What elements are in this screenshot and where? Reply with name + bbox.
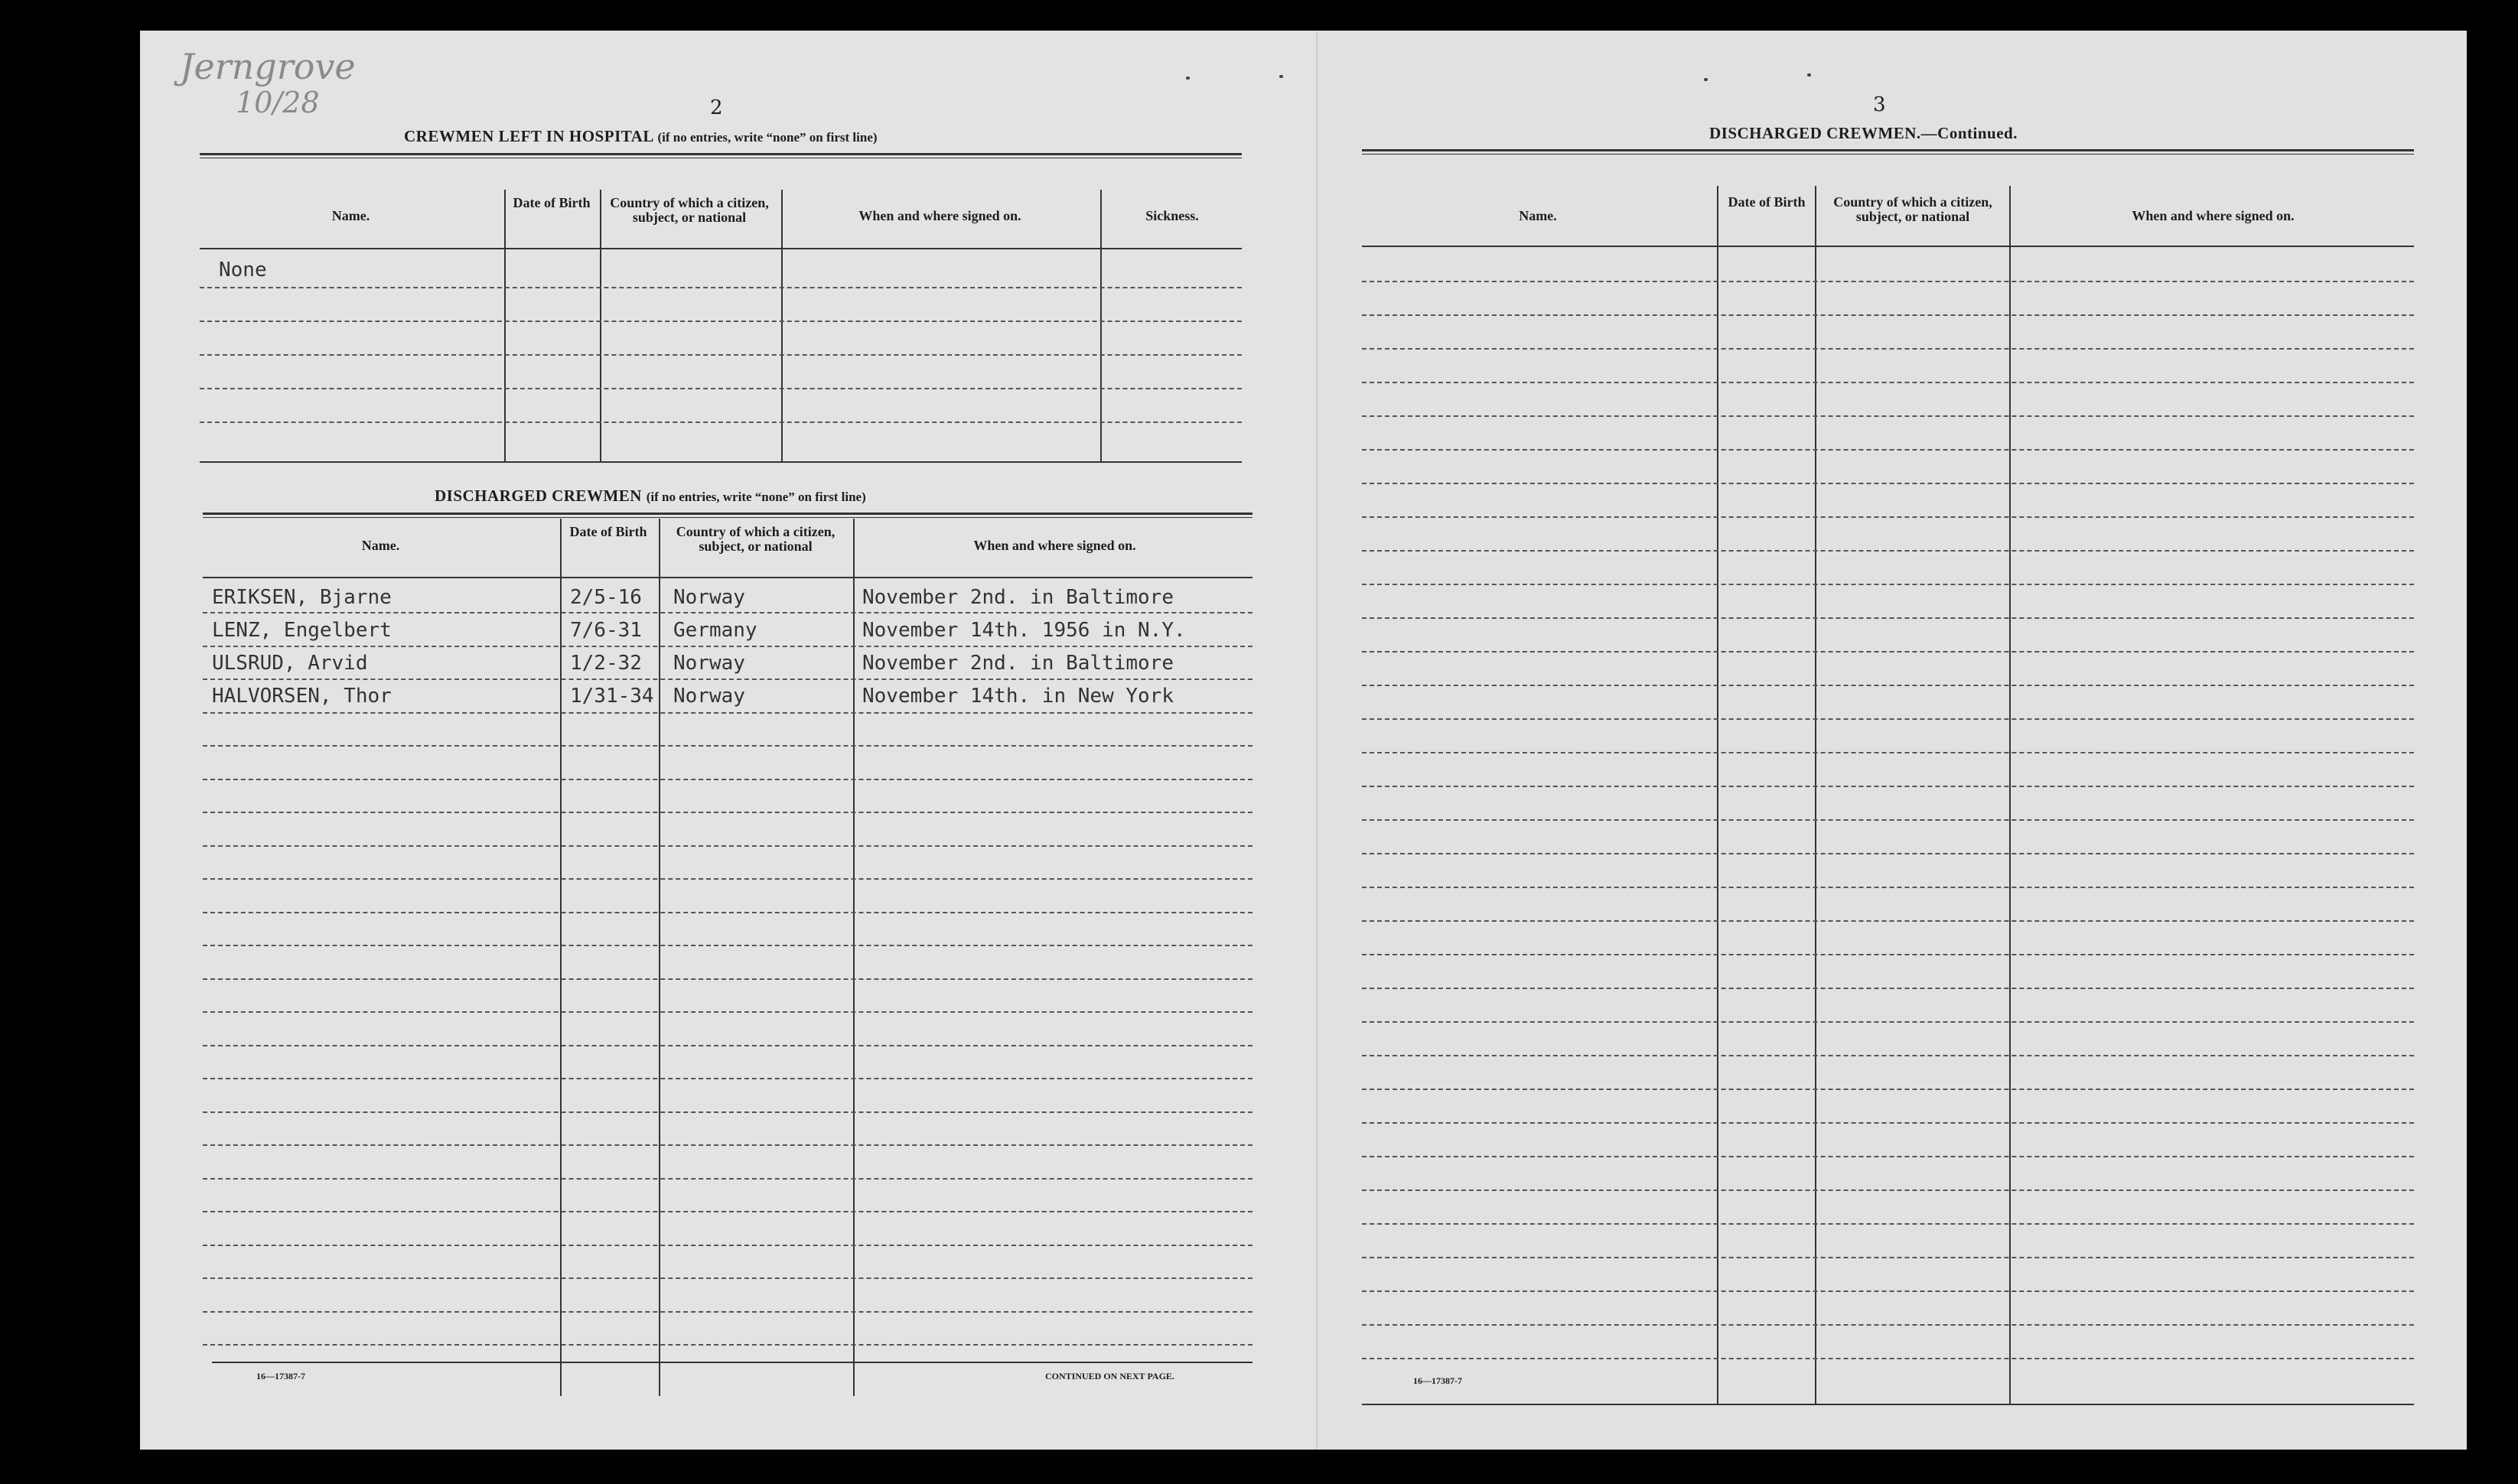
crew-name: ERIKSEN, Bjarne [212, 586, 392, 609]
form-row-line [203, 745, 1252, 747]
form-row-line [203, 1245, 1252, 1246]
form-row-line [203, 679, 1252, 680]
form-row-line [1362, 651, 2414, 653]
form-row-line [1362, 449, 2414, 451]
form-number-left: 16—17387-7 [256, 1371, 305, 1381]
crew-signed-on: November 14th. 1956 in N.Y. [862, 619, 1186, 642]
discharged-col-country: Country of which a citizen, subject, or national [676, 524, 836, 554]
continued-col-name: Name. [1519, 208, 1557, 223]
discharged-divider-2 [659, 519, 660, 1396]
continued-note: CONTINUED ON NEXT PAGE. [1045, 1371, 1174, 1381]
form-row-line [1362, 1122, 2414, 1124]
form-row-line [1362, 988, 2414, 989]
crew-country: Norway [673, 652, 745, 675]
left-page [140, 31, 1332, 1450]
form-row-line [1362, 516, 2414, 518]
crew-signed-on: November 2nd. in Baltimore [862, 652, 1174, 675]
form-row-line [1362, 685, 2414, 686]
continued-col-dob: Date of Birth [1728, 194, 1806, 210]
hospital-title-note: (if no entries, write “none” on first line) [657, 130, 878, 145]
discharged-divider-3 [853, 519, 855, 1396]
form-row-line [203, 1144, 1252, 1146]
form-row-line [203, 1178, 1252, 1180]
form-row-line [1362, 1189, 2414, 1191]
crew-name: ULSRUD, Arvid [212, 652, 368, 675]
discharged-table [203, 513, 1252, 1396]
continued-bottom-rule [1362, 1404, 2414, 1405]
hospital-title-text: CREWMEN LEFT IN HOSPITAL [404, 127, 653, 145]
ink-speck [1807, 73, 1811, 76]
discharged-col-dob: Date of Birth [569, 524, 647, 539]
form-row-line [1362, 786, 2414, 787]
page-number-right: 3 [1873, 93, 1886, 116]
hospital-line [200, 388, 1242, 389]
continued-divider-2 [1815, 186, 1816, 1404]
form-row-line [1362, 752, 2414, 753]
form-row-line [1362, 1156, 2414, 1157]
hospital-top-rule [200, 153, 1242, 158]
discharged-title [435, 487, 866, 506]
form-row-line [1362, 1257, 2414, 1258]
discharged-col-name: Name. [361, 538, 400, 553]
crew-name: HALVORSEN, Thor [212, 685, 392, 708]
form-row-line [203, 1078, 1252, 1079]
form-row-line [1362, 1290, 2414, 1292]
right-page [1318, 31, 2467, 1450]
hospital-header-rule [200, 248, 1242, 249]
continued-divider-3 [2009, 186, 2011, 1404]
crew-dob: 1/31-34 [570, 685, 654, 708]
form-row-line [203, 978, 1252, 980]
form-row-line [1362, 415, 2414, 417]
hospital-col-sickness: Sickness. [1145, 208, 1199, 223]
discharged-header-rule [203, 577, 1252, 578]
continued-table [1362, 149, 2414, 1404]
hospital-line [200, 421, 1242, 423]
discharged-top-rule [203, 513, 1252, 518]
hospital-bottom-rule [200, 461, 1242, 463]
continued-header-rule [1362, 246, 2414, 247]
form-row-line [1362, 887, 2414, 888]
left-page-bottom-rule [212, 1362, 1252, 1363]
form-row-line [1362, 819, 2414, 821]
crew-signed-on: November 2nd. in Baltimore [862, 586, 1174, 609]
form-row-line [1362, 920, 2414, 922]
right-title: DISCHARGED CREWMEN.—Continued. [1709, 124, 2018, 142]
form-row-line [1362, 382, 2414, 383]
continued-divider-1 [1717, 186, 1718, 1404]
crew-country: Norway [673, 685, 745, 708]
hospital-table [200, 153, 1242, 463]
crew-country: Germany [673, 619, 757, 642]
discharged-divider-1 [560, 519, 562, 1396]
continued-col-country: Country of which a citizen, subject, or national [1833, 194, 1992, 224]
crew-dob: 1/2-32 [570, 652, 642, 675]
hospital-col-country: Country of which a citizen, subject, or national [610, 195, 769, 225]
hospital-title [404, 127, 878, 146]
discharged-col-signed: When and where signed on. [973, 538, 1136, 553]
form-row-line [203, 1045, 1252, 1046]
form-row-line [203, 612, 1252, 613]
form-row-line [203, 646, 1252, 647]
crew-signed-on: November 14th. in New York [862, 685, 1174, 708]
form-row-line [1362, 853, 2414, 854]
hospital-line [200, 321, 1242, 322]
hospital-col-dob: Date of Birth [513, 195, 591, 210]
handwritten-date: 10/28 [236, 86, 320, 119]
form-row-line [1362, 1358, 2414, 1359]
ink-speck [1186, 76, 1190, 80]
form-row-line [203, 1277, 1252, 1279]
discharged-title-note: (if no entries, write “none” on first line) [646, 490, 866, 504]
hospital-col-name: Name. [331, 208, 370, 223]
form-row-line [1362, 314, 2414, 316]
hospital-first-entry: None [219, 259, 267, 282]
form-row-line [1362, 1223, 2414, 1225]
form-row-line [1362, 550, 2414, 552]
continued-top-rule [1362, 149, 2414, 155]
discharged-title-text: DISCHARGED CREWMEN [435, 487, 642, 505]
form-row-line [1362, 584, 2414, 585]
ink-speck [1279, 75, 1283, 78]
form-row-line [203, 912, 1252, 913]
hospital-line [200, 354, 1242, 356]
hospital-col-signed: When and where signed on. [858, 208, 1021, 223]
ink-speck [1704, 78, 1708, 81]
form-row-line [203, 878, 1252, 880]
form-row-line [1362, 617, 2414, 619]
form-row-line [203, 845, 1252, 847]
form-row-line [203, 1011, 1252, 1013]
form-row-line [1362, 1021, 2414, 1023]
form-row-line [203, 812, 1252, 813]
form-row-line [203, 1344, 1252, 1346]
hospital-line [200, 287, 1242, 288]
form-row-line [203, 945, 1252, 946]
form-row-line [1362, 1324, 2414, 1326]
form-row-line [1362, 954, 2414, 955]
form-row-line [1362, 1055, 2414, 1056]
form-row-line [1362, 483, 2414, 484]
form-row-line [203, 1211, 1252, 1212]
form-row-line [203, 779, 1252, 780]
form-row-line [1362, 1089, 2414, 1090]
form-row-line [203, 712, 1252, 714]
crew-country: Norway [673, 586, 745, 609]
crew-dob: 7/6-31 [570, 619, 642, 642]
form-row-line [203, 1111, 1252, 1113]
continued-col-signed: When and where signed on. [2132, 208, 2295, 223]
page-number-left: 2 [710, 96, 723, 119]
handwritten-ship-name: Jerngrove [180, 46, 356, 87]
crew-name: LENZ, Engelbert [212, 619, 392, 642]
form-row-line [1362, 348, 2414, 350]
crew-dob: 2/5-16 [570, 586, 642, 609]
form-row-line [203, 1311, 1252, 1313]
form-row-line [1362, 281, 2414, 282]
form-number-right: 16—17387-7 [1413, 1375, 1462, 1386]
form-row-line [1362, 718, 2414, 720]
